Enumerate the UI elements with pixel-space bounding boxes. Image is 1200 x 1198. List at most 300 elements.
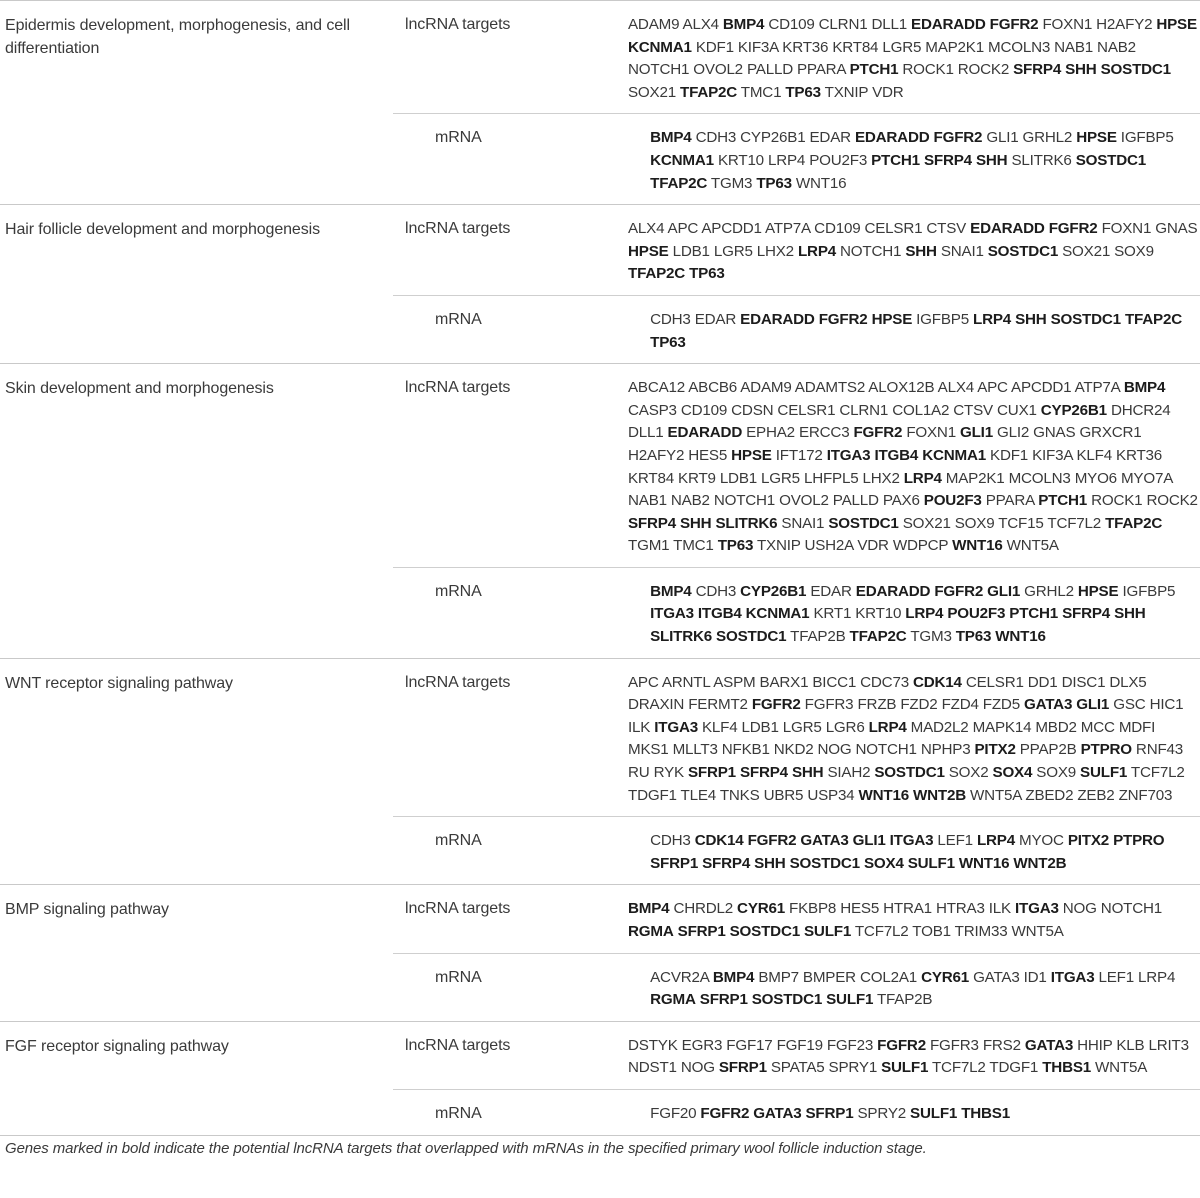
process-name: Epidermis development, morphogenesis, and cell differentiation [5, 17, 350, 57]
gene-symbol: NDST1 [628, 1059, 677, 1077]
gene-symbol-overlap: SHH [1114, 605, 1146, 623]
gene-symbol-overlap: SHH [754, 854, 786, 872]
gene-symbol: MBD2 [1035, 718, 1077, 736]
target-type: mRNA [435, 968, 482, 986]
gene-symbol: LHX2 [756, 242, 794, 260]
target-type: lncRNA targets [405, 900, 511, 918]
gene-symbol: NOTCH1 [1100, 900, 1163, 918]
gene-symbol-overlap: POU2F3 [947, 605, 1006, 623]
gene-symbol-overlap: GATA3 [800, 832, 849, 850]
gene-symbol: FZD2 [900, 696, 938, 714]
table-row-group [0, 885, 1200, 1021]
gene-symbol: WDPCP [892, 537, 949, 555]
gene-symbol: SPRY1 [828, 1059, 878, 1077]
gene-symbol-overlap: GLI1 [852, 832, 886, 850]
gene-symbol: BMP7 [758, 968, 799, 986]
gene-symbol-overlap: CDK14 [912, 673, 962, 691]
gene-symbol-overlap: CDK14 [694, 832, 744, 850]
gene-symbol-overlap: TP63 [785, 83, 821, 101]
gene-symbol-overlap: SFRP1 [718, 1059, 767, 1077]
gene-symbol: KRT10 [717, 151, 764, 169]
gene-symbol: RYK [653, 764, 684, 782]
gene-symbol-overlap: ITGA3 [889, 832, 934, 850]
gene-symbol: BICC1 [812, 673, 857, 691]
gene-symbol-overlap: ITGA3 [1015, 900, 1059, 918]
gene-symbol: CD109 [768, 16, 815, 33]
gene-symbol: NOG [680, 1059, 715, 1077]
gene-symbol: MYOC [1019, 832, 1064, 850]
gene-symbol: LDB1 [741, 718, 779, 736]
gene-symbol: ALX4 [628, 220, 665, 238]
gene-symbol: FGF23 [826, 1036, 874, 1054]
gene-symbol: TNKS [719, 786, 760, 804]
gene-symbol-overlap: PITX2 [974, 741, 1016, 759]
gene-list [628, 364, 1198, 567]
gene-symbol-overlap: PTCH1 [849, 61, 899, 79]
process-name: Hair follicle development and morphogenesis [5, 221, 320, 239]
gene-symbol-overlap: EDARADD [740, 310, 815, 328]
gene-symbol-overlap: WNT16 [858, 786, 909, 804]
gene-symbol: GRXCR1 [1079, 424, 1142, 442]
gene-symbol: WNT5A [1095, 1059, 1148, 1077]
gene-symbol-overlap: TFAP2C [849, 628, 907, 646]
gene-list [650, 568, 1200, 658]
gene-symbol: EDAR [809, 129, 851, 147]
target-type: lncRNA targets [405, 1036, 511, 1054]
gene-symbol: CELSR1 [777, 401, 836, 419]
target-type: mRNA [435, 582, 482, 600]
gene-symbol: APC [977, 379, 1008, 397]
gene-symbol: FOXN1 [906, 424, 956, 442]
gene-symbol: HIC1 [1149, 696, 1184, 714]
gene-symbol: TDGF1 [989, 1059, 1039, 1077]
gene-symbol: MCC [1080, 718, 1115, 736]
gene-symbol-overlap: SFRP4 [739, 764, 788, 782]
gene-symbol: USP34 [807, 786, 855, 804]
gene-symbol: TFAP2B [790, 628, 846, 646]
gene-symbol: ILK [628, 718, 651, 736]
gene-symbol-overlap: CYP26B1 [740, 582, 807, 600]
gene-symbol-overlap: BMP4 [628, 900, 670, 918]
gene-symbol: WNT5A [970, 786, 1022, 804]
gene-symbol-overlap: SOSTDC1 [874, 764, 945, 782]
gene-symbol: NOTCH1 [855, 741, 917, 759]
gene-symbol: ASPM [713, 673, 756, 691]
gene-symbol: HES5 [840, 900, 880, 918]
gene-symbol: CD109 [680, 401, 728, 419]
gene-symbol: FZD4 [941, 696, 979, 714]
gene-symbol: SIAH2 [827, 764, 871, 782]
table-row [393, 113, 1200, 204]
gene-symbol: CDH3 [650, 832, 691, 850]
gene-symbol: KDF1 [695, 38, 734, 56]
gene-symbol-overlap: SLITRK6 [650, 628, 713, 646]
gene-symbol: ABCB6 [688, 379, 738, 397]
gene-symbol: IGFBP5 [1122, 582, 1176, 600]
gene-symbol-overlap: GATA3 [1024, 1036, 1074, 1054]
gene-symbol: NOTCH1 [628, 61, 690, 79]
gene-symbol-overlap: TP63 [717, 537, 754, 555]
gene-symbol: CUX1 [997, 401, 1037, 419]
gene-symbol: LHFPL5 [803, 469, 859, 487]
gene-symbol-overlap: FGFR2 [818, 310, 868, 328]
gene-symbol-overlap: SFRP1 [699, 991, 748, 1009]
gene-symbol: KRT36 [782, 38, 829, 56]
gene-symbol: SOX9 [954, 514, 995, 532]
table-row [393, 953, 1200, 1021]
gene-symbol: UBR5 [763, 786, 804, 804]
gene-symbol: PALLD [746, 61, 793, 79]
gene-symbol-overlap: BMP4 [650, 129, 692, 147]
gene-list [650, 296, 1200, 363]
gene-symbol: SNAI1 [940, 242, 984, 260]
gene-symbol: MCOLN3 [988, 38, 1051, 56]
table-row-group [0, 1022, 1200, 1136]
gene-symbol: BMPER [802, 968, 856, 986]
gene-symbol: SOX21 [902, 514, 951, 532]
gene-symbol: GNAS [1155, 220, 1198, 238]
gene-symbol-overlap: LRP4 [905, 605, 944, 623]
table-row-group [0, 659, 1200, 886]
gene-symbol: PPAP2B [1019, 741, 1077, 759]
table-body [0, 1, 1200, 1136]
target-type: lncRNA targets [405, 16, 511, 33]
gene-symbol-overlap: SFRP4 [923, 151, 972, 169]
gene-symbol-overlap: EDARADD [854, 129, 930, 147]
gene-symbol: APC [628, 673, 659, 691]
gene-symbol-overlap: BMP4 [712, 968, 755, 986]
table-row [393, 1089, 1200, 1135]
gene-symbol: KLF4 [702, 718, 738, 736]
gene-symbol: EPHA2 [746, 424, 795, 442]
gene-symbol: ALX4 [937, 379, 974, 397]
gene-symbol-overlap: BMP4 [650, 582, 692, 600]
gene-symbol-overlap: RGMA [628, 923, 674, 940]
gene-symbol: MAP2K1 [925, 38, 984, 56]
gene-symbol: LDB1 [719, 469, 758, 487]
gene-symbol: TMC1 [740, 83, 782, 101]
gene-symbol: ABCA12 [628, 379, 686, 397]
gene-symbol: TLE4 [680, 786, 717, 804]
gene-symbol: NAB1 [1054, 38, 1094, 56]
gene-symbol: TCF7L2 [1047, 514, 1102, 532]
gene-symbol-overlap: SFRP4 [702, 854, 751, 872]
gene-symbol-overlap: HPSE [628, 242, 669, 260]
gene-symbol-overlap: ITGA3 [650, 605, 694, 623]
gene-symbol-overlap: FGFR2 [934, 582, 984, 600]
gene-symbol-overlap: LRP4 [868, 718, 907, 736]
gene-symbol: WNT16 [795, 174, 847, 192]
gene-symbol-overlap: FGFR2 [853, 424, 903, 442]
gene-symbol: CASP3 [628, 401, 677, 419]
gene-symbol: CTSV [926, 220, 967, 238]
gene-symbol: APCDD1 [1011, 379, 1072, 397]
process-name: FGF receptor signaling pathway [5, 1037, 229, 1055]
gene-symbol: DSTYK [628, 1036, 678, 1054]
gene-symbol-overlap: WNT16 [952, 537, 1003, 555]
gene-symbol: LRP4 [767, 151, 806, 169]
gene-symbol-overlap: KCNMA1 [922, 446, 986, 464]
gene-symbol-overlap: GLI1 [987, 582, 1021, 600]
gene-symbol: DRAXIN [628, 696, 685, 714]
gene-symbol: PPARA [985, 492, 1035, 510]
gene-symbol-overlap: PTPRO [1080, 741, 1132, 759]
gene-symbol: TCF15 [998, 514, 1044, 532]
gene-symbol: VDR [872, 83, 904, 101]
gene-symbol-overlap: PTCH1 [1038, 492, 1088, 510]
gene-symbol: TMC1 [673, 537, 714, 555]
gene-symbol: TCF7L2 [1130, 764, 1185, 782]
gene-symbol: ZBED2 [1025, 786, 1074, 804]
gene-symbol-overlap: TFAP2C [680, 83, 738, 101]
gene-symbol: ATP7A [764, 220, 811, 238]
gene-symbol-overlap: SOSTDC1 [828, 514, 899, 532]
gene-symbol-overlap: THBS1 [1042, 1059, 1092, 1077]
gene-symbol-overlap: SULF1 [826, 991, 874, 1009]
gene-symbol-overlap: FGFR2 [989, 16, 1039, 33]
gene-symbol: MLLT3 [672, 741, 718, 759]
gene-symbol: MKS1 [628, 741, 669, 759]
gene-symbol-overlap: SOSTDC1 [1100, 61, 1171, 79]
gene-symbol: ERCC3 [798, 424, 850, 442]
gene-symbol: ROCK2 [1146, 492, 1198, 510]
gene-symbol-overlap: ITGA3 [826, 446, 871, 464]
gene-symbol-overlap: GATA3 [1023, 696, 1073, 714]
gene-symbol: KRT84 [628, 469, 674, 487]
table-row [393, 295, 1200, 363]
gene-symbol: NAB2 [1097, 38, 1136, 56]
gene-symbol-overlap: ITGA3 [1050, 968, 1095, 986]
gene-symbol: CLRN1 [818, 16, 868, 33]
gene-symbol-overlap: KCNMA1 [745, 605, 810, 623]
gene-symbol: KRT36 [1116, 446, 1163, 464]
gene-symbol: ARNTL [661, 673, 711, 691]
gene-symbol-overlap: EDARADD [970, 220, 1045, 238]
gene-symbol: NAB2 [670, 492, 710, 510]
gene-symbol: LHX2 [862, 469, 900, 487]
gene-symbol: WNT5A [1006, 537, 1059, 555]
gene-symbol: TFAP2B [876, 991, 933, 1009]
gene-symbol: LRP4 [1138, 968, 1176, 986]
gene-symbol: MYO7A [1120, 469, 1173, 487]
gene-symbol: CDC73 [860, 673, 909, 691]
gene-symbol: KIF3A [737, 38, 779, 56]
gene-symbol: CDH3 [695, 582, 737, 600]
gene-list [628, 885, 1198, 952]
gene-symbol: SOX9 [1114, 242, 1154, 260]
gene-symbol: TDGF1 [628, 786, 677, 804]
gene-symbol-overlap: EDARADD [855, 582, 931, 600]
gene-symbol: FOXN1 [1042, 16, 1093, 33]
gene-list [650, 954, 1200, 1021]
gene-symbol: HHIP [1077, 1036, 1113, 1054]
gene-symbol: FERMT2 [688, 696, 748, 714]
gene-symbol-overlap: RGMA [650, 991, 696, 1009]
gene-symbol: GRHL2 [1022, 129, 1073, 147]
gene-symbol-overlap: FGFR2 [751, 696, 801, 714]
process-name: BMP signaling pathway [5, 901, 169, 919]
target-type: lncRNA targets [405, 673, 511, 691]
gene-symbol: CYP26B1 [740, 129, 806, 147]
gene-symbol: GSC [1113, 696, 1146, 714]
gene-symbol: FRZB [857, 696, 897, 714]
gene-symbol-overlap: SHH [1065, 61, 1097, 79]
gene-symbol: NFKB1 [721, 741, 770, 759]
table-row [393, 816, 1200, 884]
gene-symbol: NKD2 [773, 741, 814, 759]
table-row [393, 567, 1200, 658]
gene-symbol: CD109 [814, 220, 861, 238]
gene-symbol: MCOLN3 [1008, 469, 1071, 487]
gene-symbol: MDFI [1118, 718, 1156, 736]
gene-symbol-overlap: SOSTDC1 [751, 991, 823, 1009]
gene-symbol: IFT172 [775, 446, 823, 464]
gene-symbol: TXNIP [756, 537, 801, 555]
gene-symbol: FGF17 [726, 1036, 773, 1054]
gene-symbol: ADAM9 [628, 16, 680, 33]
gene-symbol: DISC1 [1061, 673, 1106, 691]
target-type: mRNA [435, 1104, 482, 1122]
gene-symbol: VDR [857, 537, 889, 555]
gene-symbol: SOX21 [628, 83, 676, 101]
gene-symbol: ROCK2 [957, 61, 1010, 79]
gene-symbol: KRT84 [832, 38, 879, 56]
gene-symbol: MAP2K1 [945, 469, 1005, 487]
gene-symbol: TGM1 [628, 537, 670, 555]
gene-symbol: WNT5A [1011, 923, 1064, 940]
gene-symbol: NPHP3 [920, 741, 971, 759]
gene-symbol-overlap: TP63 [955, 628, 992, 646]
gene-symbol: CDH3 [650, 310, 691, 328]
gene-symbol-overlap: FGFR2 [747, 832, 797, 850]
gene-symbol: LDB1 [672, 242, 710, 260]
gene-symbol-overlap: SOX4 [992, 764, 1033, 782]
gene-symbol: FKBP8 [789, 900, 837, 918]
gene-symbol: LEF1 [1098, 968, 1134, 986]
target-type: lncRNA targets [405, 220, 511, 238]
gene-symbol-overlap: TP63 [689, 265, 725, 283]
gene-symbol-overlap: SFRP4 [1062, 605, 1111, 623]
gene-symbol-overlap: BMP4 [722, 16, 765, 33]
gene-symbol-overlap: SOSTDC1 [1050, 310, 1121, 328]
gene-list [650, 114, 1200, 204]
gene-symbol-overlap: SHH [791, 764, 824, 782]
gene-symbol: ALX4 [682, 16, 719, 33]
gene-symbol: EGR3 [681, 1036, 723, 1054]
gene-symbol: FGF19 [776, 1036, 823, 1054]
gene-symbol-overlap: PTCH1 [871, 151, 920, 169]
target-type: mRNA [435, 310, 482, 328]
gene-symbol: SNAI1 [781, 514, 825, 532]
gene-symbol: CELSR1 [864, 220, 923, 238]
gene-symbol: LGR5 [782, 718, 822, 736]
gene-symbol: EDAR [694, 310, 737, 328]
gene-symbol: SLITRK6 [1011, 151, 1072, 169]
gene-symbol-overlap: TFAP2C [650, 174, 708, 192]
target-type: lncRNA targets [405, 379, 511, 397]
gene-symbol-overlap: FGFR2 [933, 129, 983, 147]
gene-symbol: FGF20 [650, 1104, 697, 1122]
gene-symbol: SOX9 [1036, 764, 1077, 782]
gene-list [628, 659, 1198, 817]
gene-symbol: ACVR2A [650, 968, 709, 986]
table-row-group [0, 1, 1200, 205]
gene-symbol: TCF7L2 [854, 923, 909, 940]
gene-symbol-overlap: SOSTDC1 [716, 628, 787, 646]
gene-symbol: GNAS [1033, 424, 1076, 442]
gene-symbol-overlap: SOSTDC1 [729, 923, 800, 940]
gene-symbol-overlap: FGFR2 [877, 1036, 926, 1054]
gene-symbol: FGFR3 [804, 696, 854, 714]
gene-symbol-overlap: WNT16 [995, 628, 1046, 646]
gene-symbol-overlap: GATA3 [753, 1104, 802, 1122]
gene-symbol-overlap: CYR61 [737, 900, 786, 918]
gene-symbol: MAPK14 [972, 718, 1032, 736]
gene-symbol: ID1 [1023, 968, 1047, 986]
gene-symbol: USH2A [804, 537, 854, 555]
gene-symbol: PPARA [797, 61, 846, 79]
gene-list [628, 205, 1198, 295]
gene-symbol: ROCK1 [902, 61, 954, 79]
gene-symbol: FZD5 [982, 696, 1020, 714]
gene-symbol-overlap: HPSE [731, 446, 772, 464]
target-type: mRNA [435, 832, 482, 850]
gene-symbol-overlap: SULF1 [907, 854, 955, 872]
gene-symbol: DLL1 [871, 16, 908, 33]
gene-symbol: NAB1 [628, 492, 667, 510]
process-name: Skin development and morphogenesis [5, 380, 274, 398]
gene-symbol: KDF1 [990, 446, 1029, 464]
gene-symbol: RU [628, 764, 650, 782]
gene-symbol: MYO6 [1074, 469, 1117, 487]
gene-symbol: TCF7L2 [931, 1059, 986, 1077]
process-name: WNT receptor signaling pathway [5, 674, 233, 692]
gene-symbol-overlap: SFRP1 [677, 923, 726, 940]
gene-symbol-overlap: SHH [1015, 310, 1047, 328]
gene-symbol: ROCK1 [1091, 492, 1143, 510]
gene-symbol-overlap: LRP4 [903, 469, 942, 487]
gene-symbol-overlap: GLI1 [1076, 696, 1110, 714]
gene-symbol: ILK [988, 900, 1011, 918]
gene-symbol-overlap: KCNMA1 [650, 151, 714, 169]
gene-symbol-overlap: WNT2B [912, 786, 966, 804]
gene-symbol: NOG [1062, 900, 1097, 918]
gene-symbol: PAX6 [882, 492, 920, 510]
gene-symbol: DD1 [1027, 673, 1058, 691]
gene-symbol: ZNF703 [1118, 786, 1173, 804]
gene-list [650, 1090, 1200, 1135]
gene-symbol: IGFBP5 [1120, 129, 1174, 147]
gene-symbol: SPATA5 [770, 1059, 825, 1077]
gene-symbol: H2AFY2 [1096, 16, 1153, 33]
gene-symbol-overlap: TFAP2C [1105, 514, 1163, 532]
gene-symbol: NOTCH1 [713, 492, 776, 510]
gene-symbol-overlap: SOSTDC1 [789, 854, 860, 872]
gene-symbol-overlap: POU2F3 [923, 492, 982, 510]
gene-symbol-overlap: TP63 [650, 333, 686, 351]
gene-symbol-overlap: THBS1 [961, 1104, 1010, 1122]
gene-symbol: KRT1 [813, 605, 852, 623]
gene-symbol-overlap: SFRP1 [805, 1104, 854, 1122]
gene-symbol-overlap: SULF1 [910, 1104, 958, 1122]
gene-symbol-overlap: SOSTDC1 [987, 242, 1059, 260]
gene-symbol: OVOL2 [779, 492, 829, 510]
gene-symbol: GLI2 [996, 424, 1030, 442]
gene-symbol: DLL1 [628, 424, 664, 442]
gene-symbol-overlap: TFAP2C [1124, 310, 1182, 328]
gene-symbol: FOXN1 [1101, 220, 1152, 238]
gene-symbol-overlap: PITX2 [1067, 832, 1110, 850]
